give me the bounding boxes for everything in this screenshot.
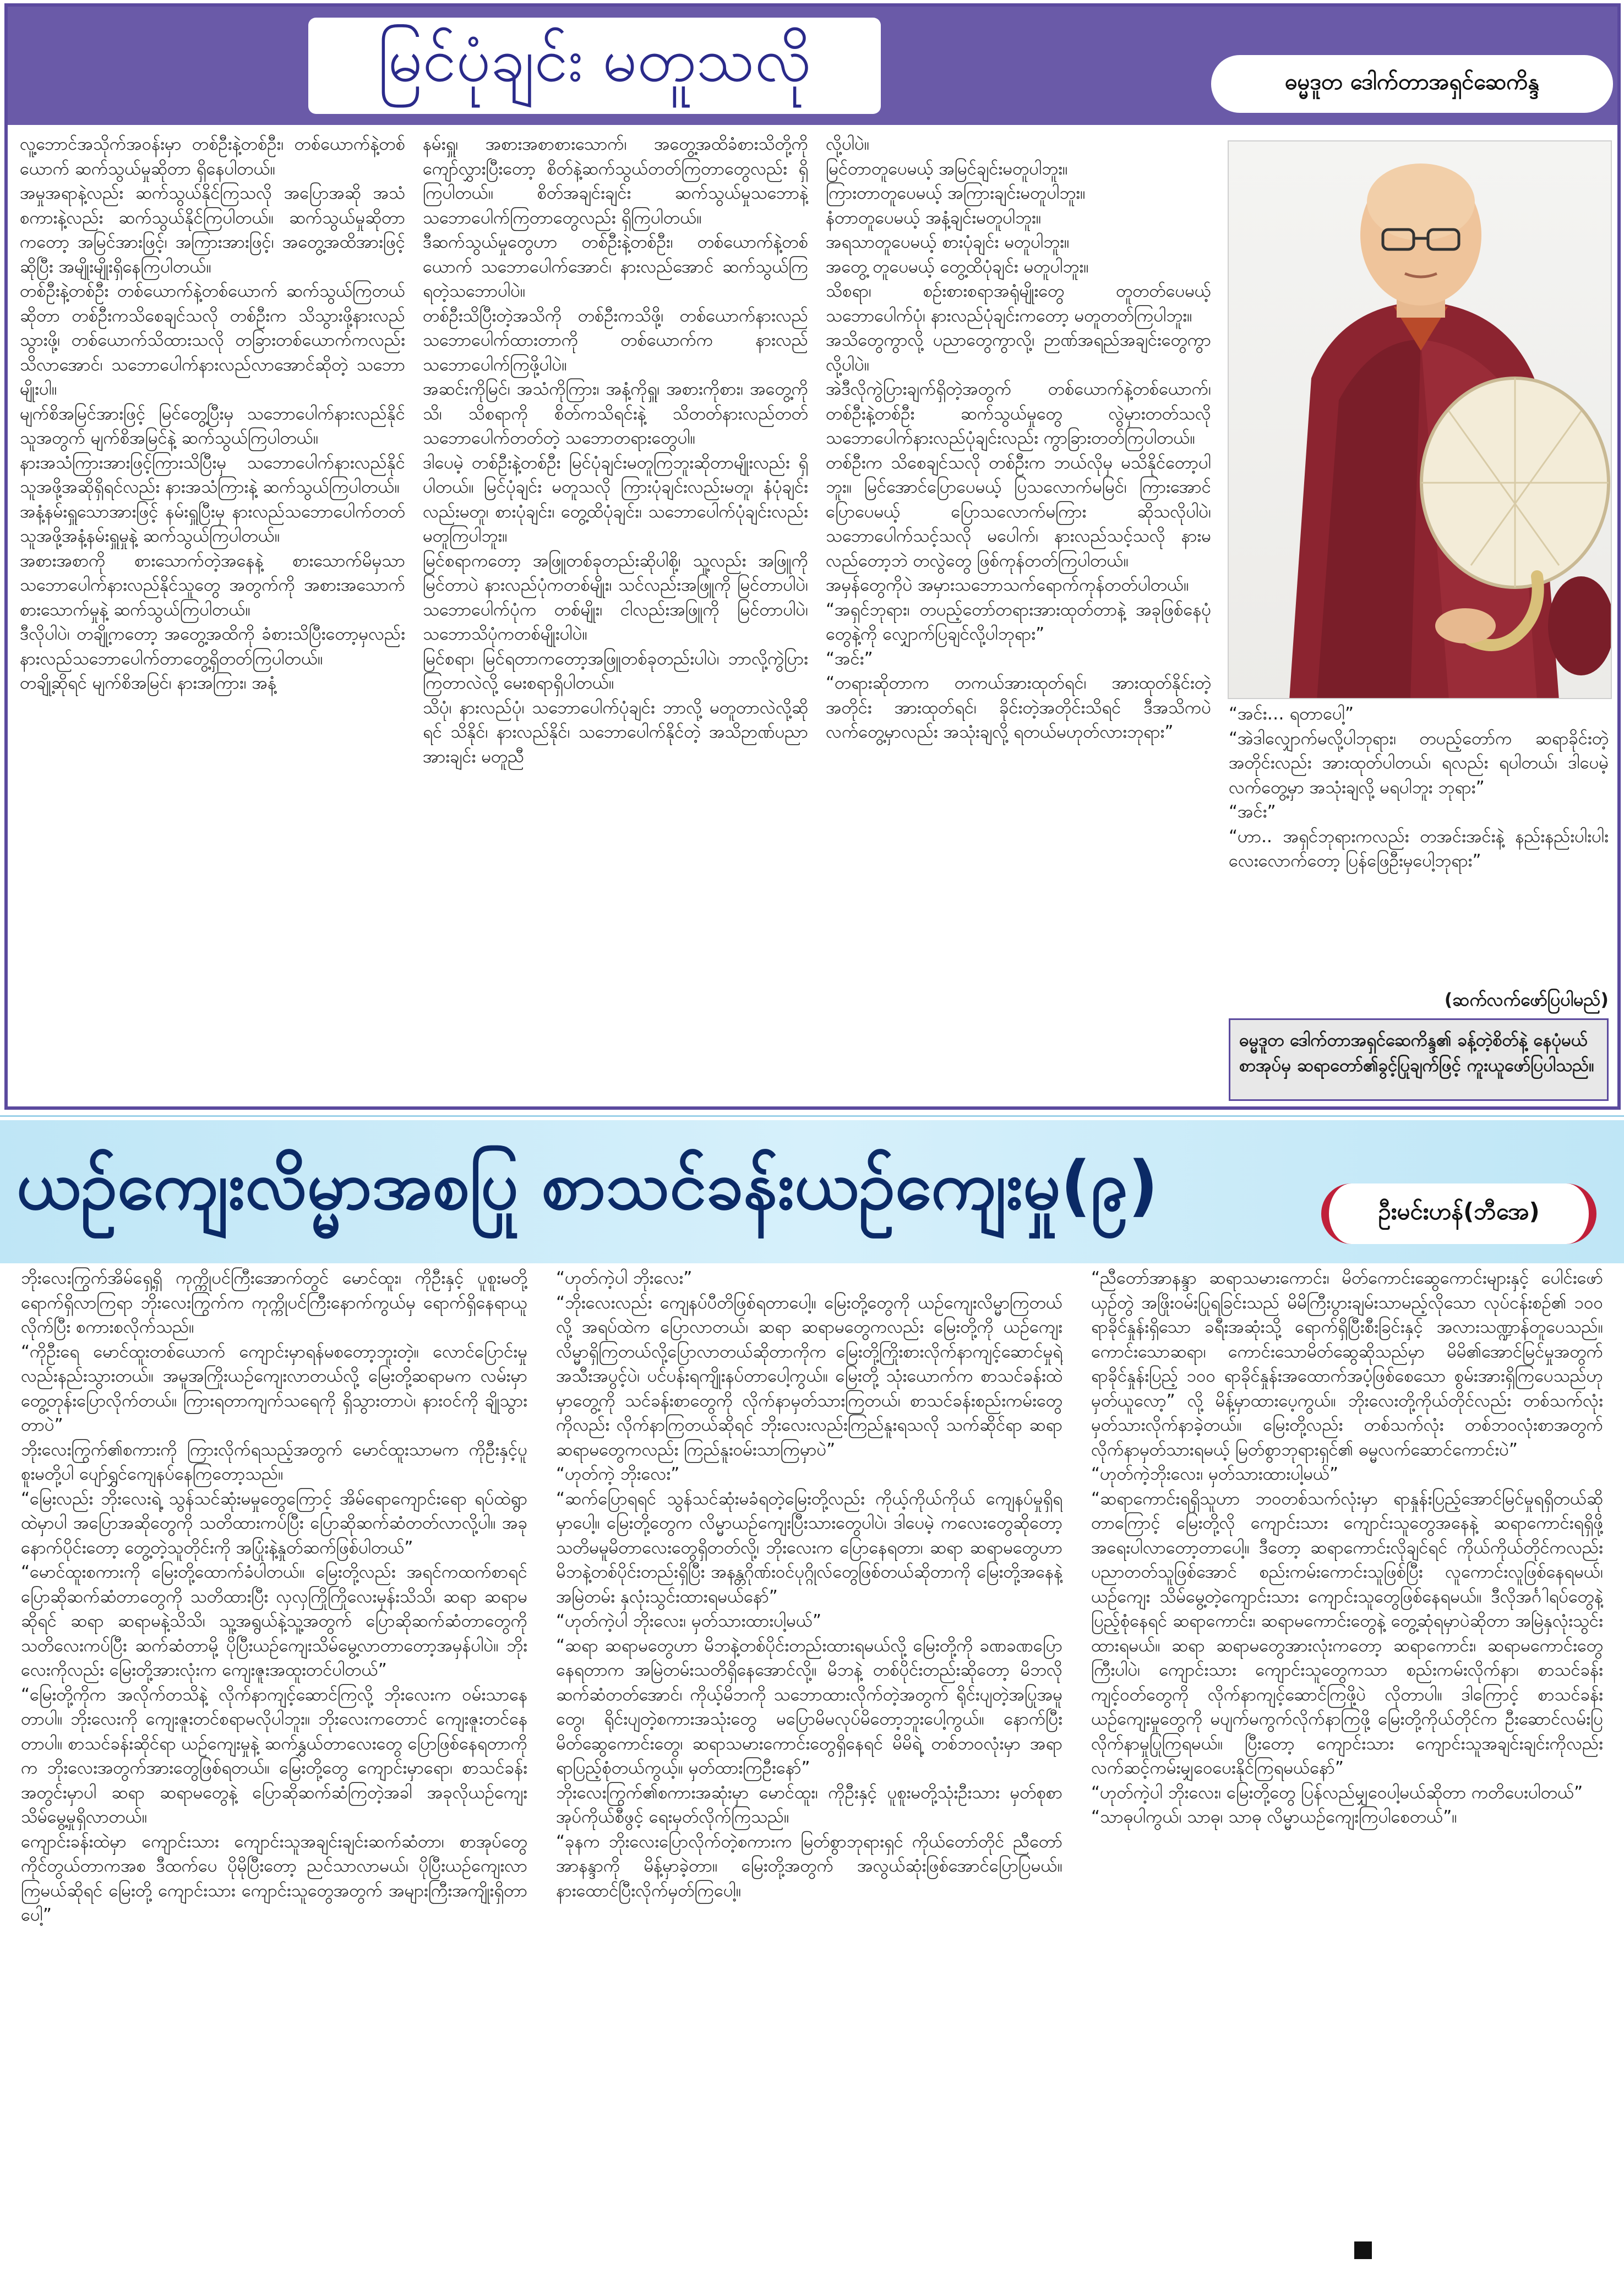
monk-illustration xyxy=(1229,141,1612,699)
article1-column-1: လူ့ဘောင်အသိုက်အဝန်းမှာ တစ်ဦးနဲ့တစ်ဦး၊ တစ်ယောက်နဲ့တစ်ယောက် ဆက်သွယ်မှုဆိုတာ ရှိနေပါတယ်။ အမှုအရာနဲ့လည်း ဆက်သွယ်နိုင်ကြသလို အပြောအဆို အသံစကားနဲ့လည်း ဆက်သွယ်နိုင်ကြပါတယ်။ ဆက်သွယ်မှုဆိုတာကတော့ အမြင်အားဖြင့်၊ အကြားအားဖြင့်၊ အတွေ့အထိအားဖြင့်ဆိုပြီး အမျိုးမျိုးရှိနေကြပါတယ်။ တစ်ဦးနဲ့တစ်ဦး တစ်ယောက်နဲ့တစ်ယောက် ဆက်သွယ်ကြတယ်ဆိုတာ တစ်ဦးကသိစေချင်သလို တစ်ဦးက သိသွားဖို့နားလည်သွားဖို့၊ တစ်ယောက်သိထားသလို တခြားတစ်ယောက်ကလည်း သိလာအောင်၊ သဘောပေါက်နားလည်လာအောင်ဆိုတဲ့ သဘောမျိုးပါ။ မျက်စိအမြင်အားဖြင့် မြင်တွေ့ပြီးမှ သဘောပေါက်နားလည်နိုင်သူအတွက် မျက်စိအမြင်နဲ့ ဆက်သွယ်ကြပါတယ်။ နားအသံကြားအားဖြင့်ကြားသိပြီးမှ သဘောပေါက်နားလည်နိုင်သူအဖို့အဆိုရှိရင်လည်း နားအသံကြားနဲ့ ဆက်သွယ်ကြပါတယ်။ အနံ့နမ်းရှူသောအားဖြင့် နမ်းရှူပြီးမှ နားလည်သဘောပေါက်တတ်သူအဖို့အနံ့နမ်းရှူမှုနဲ့ ဆက်သွယ်ကြပါတယ်။ အစားအစာကို စားသောက်တဲ့အနေနဲ့ စားသောက်မိမှသာ သဘောပေါက်နားလည်နိုင်သူတွေ အတွက်ကို အစားအသောက်စားသောက်မှုနဲ့ ဆက်သွယ်ကြပါတယ်။ ဒီလိုပါပဲ၊ တချို့ကတော့ အတွေ့အထိကို ခံစားသိပြီးတော့မှလည်း နားလည်သဘောပေါက်တာတွေ့ရှိတတ်ကြပါတယ်။ တချို့ဆိုရင် မျက်စိအမြင်၊ နားအကြား၊ အနံ့ xyxy=(20,134,405,693)
article1-column-2: နမ်းရှူ၊ အစားအစာစားသောက်၊ အတွေ့အထိခံစားသိတို့ကို ကျော်လွှားပြီးတော့ စိတ်နဲ့ဆက်သွယ်တတ်ကြတာတွေလည်း ရှိကြပါတယ်။ စိတ်အချင်းချင်း ဆက်သွယ်မှုသဘောနဲ့ သဘောပေါက်ကြတာတွေလည်း ရှိကြပါတယ်။ ဒီဆက်သွယ်မှုတွေဟာ တစ်ဦးနဲ့တစ်ဦး၊ တစ်ယောက်နဲ့တစ်ယောက် သဘောပေါက်အောင်၊ နားလည်အောင် ဆက်သွယ်ကြရတဲ့သဘောပါပဲ။ တစ်ဦးသိပြီးတဲ့အသိကို တစ်ဦးကသိဖို့၊ တစ်ယောက်နားလည်သဘောပေါက်ထားတာကို တစ်ယောက်က နားလည်သဘောပေါက်ကြဖို့ပါပဲ။ အဆင်းကိုမြင်၊ အသံကိုကြား၊ အနံ့ကိုရှူ၊ အစားကိုစား၊ အတွေ့ကိုသိ၊ သိစရာကို စိတ်ကသိရင်းနဲ့ သိတတ်နားလည်တတ် သဘောပေါက်တတ်တဲ့ သဘောတရားတွေပါ။ ဒါပေမဲ့ တစ်ဦးနဲ့တစ်ဦး မြင်ပုံချင်းမတူကြဘူးဆိုတာမျိုးလည်း ရှိပါတယ်။ မြင်ပုံချင်း မတူသလို ကြားပုံချင်းလည်းမတူ၊ နံပုံချင်းလည်းမတူ၊ စားပုံချင်း၊ တွေ့ထိပုံချင်း၊ သဘောပေါက်ပုံချင်းလည်း မတူကြပါဘူး။ မြင်စရာကတော့ အဖြူတစ်ခုတည်းဆိုပါစို့၊ သူ့လည်း အဖြူကိုမြင်တာပဲ နားလည်ပုံကတစ်မျိုး၊ သင်လည်းအဖြူကို မြင်တာပါပဲ၊ သဘောပေါက်ပုံက တစ်မျိုး၊ ငါလည်းအဖြူကို မြင်တာပါပဲ၊ သဘောသိပုံကတစ်မျိုးပါပဲ။ မြင်စရာ၊ မြင်ရတာကတော့အဖြူတစ်ခုတည်းပါပဲ၊ ဘာလို့ကွဲပြားကြတာလဲလို့ မေးစရာရှိပါတယ်။ သိပုံ၊ နားလည်ပုံ၊ သဘောပေါက်ပုံချင်း ဘာလို့ မတူတာလဲလို့ဆိုရင် သိနိုင်၊ နားလည်နိုင်၊ သဘောပေါက်နိုင်တဲ့ အသိဉာဏ်ပညာအားချင်း မတူညီ xyxy=(423,134,808,767)
article2-title: ယဉ်ကျေးလိမ္မာအစပြု စာသင်ခန်းယဉ်ကျေးမှု(၉) xyxy=(17,1147,1158,1224)
end-of-article-square-icon xyxy=(1354,2241,1372,2259)
article2-author: ဦးမင်းဟန်(ဘီအေ) xyxy=(1378,1198,1540,1225)
article2-column-3: “ညီတော်အာနန္ဒာ ဆရာသမားကောင်း၊ မိတ်ကောင်းဆွေကောင်းများနှင့် ပေါင်းဖော်ယှဉ်တွဲ အဖြိုးဝမ်းပြုရခြင်းသည် မိမိကြီးပွားချမ်းသာမည့်လိုသော လုပ်ငန်းစဉ်၏ ၁၀၀ ရာခိုင်နှုန်းရှိသော ခရီးအဆုံးသို့ ရောက်ရှိပြီးစီးခြင်းနှင့် အလားသဏ္ဍာန်တူပေသည်။ ကောင်းသောဆရာ၊ ကောင်းသောမိတ်ဆွေဆိုသည်မှာ မိမိ၏အောင်မြင်မှုအတွက် ရာခိုင်နှုန်းပြည့် ၁၀၀ ရာခိုင်နှုန်းအထောက်အပံ့ဖြစ်စေသော စွမ်းအားရှိကြပေသည်ဟု မှတ်ယူလော့” လို့ မိန့်မှာထားပေ့ကွယ်။ ဘိုးလေးတို့ကိုယ်တိုင်လည်း တစ်သက်လုံးမှတ်သားလိုက်နာခဲ့တယ်။ မြေးတို့လည်း တစ်သက်လုံး တစ်ဘဝလုံးစာအတွက် လိုက်နာမှတ်သားရမယ့် မြတ်စွာဘုရားရှင်၏ ဓမ္မလက်ဆောင်ကောင်းပဲ” “ဟုတ်ကဲ့ဘိုးလေး၊ မှတ်သားထားပါ့မယ်” “ဆရာကောင်းရရှိသူဟာ ဘဝတစ်သက်လုံးမှာ ရာနှုန်းပြည့်အောင်မြင်မှုရရှိတယ်ဆိုတာကြောင့် မြေးတို့လို ကျောင်းသား ကျောင်းသူတွေအနေနဲ့ ဆရာကောင်းရရှိဖို့ အရေးပါလာတော့တာပေါ့။ ဒီတော့ ဆရာကောင်းလိုချင်ရင် ကိုယ်ကိုယ်တိုင်ကလည်း ပညာတတ်သူဖြစ်အောင် စည်းကမ်းကောင်းသူဖြစ်ပြီး လူကောင်းလူဖြစ်နေရမယ်၊ ယဉ်ကျေး သိမ်မွေ့တဲ့ကျောင်းသား ကျောင်းသူတွေဖြစ်နေရမယ်။ ဒီလိုအင်္ဂါရပ်တွေနဲ့ပြည့်စုံနေရင် ဆရာကောင်း၊ ဆရာမကောင်းတွေနဲ့ တွေ့ဆုံရမှာပဲဆိုတာ အမြဲနှလုံးသွင်းထားရမယ်။ ဆရာ ဆရာမတွေအားလုံးကတော့ ဆရာကောင်း၊ ဆရာမကောင်းတွေကြီးပါပဲ၊ ကျောင်းသား ကျောင်းသူတွေကသာ စည်းကမ်းလိုက်နာ၊ စာသင်ခန်းကျင့်ဝတ်တွေကို လိုက်နာကျင့်ဆောင်ကြဖို့ပဲ လိုတာပါ။ ဒါကြောင့် စာသင်ခန်းယဉ်ကျေးမှုတွေကို မပျက်မကွက်လိုက်နာကြဖို့ မြေးတို့ကိုယ်တိုင်က ဦးဆောင်လမ်းပြလိုက်နာမှုပြုကြရမယ်။ ပြီးတော့ ကျောင်းသား ကျောင်းသူအချင်းချင်းကိုလည်း လက်ဆင့်ကမ်းမျှဝေပေးနိုင်ကြရမယ်နော်” “ဟုတ်ကဲ့ပါ ဘိုးလေး၊ မြေးတို့တွေ ပြန်လည်မျှဝေပါ့မယ်ဆိုတာ ကတိပေးပါတယ်” “သာဓုပါကွယ်၊ သာဓု၊ သာဓု လိမ္မာယဉ်ကျေးကြပါစေတယ်”။ xyxy=(1091,1268,1603,1827)
article1-column-3: လို့ပါပဲ။ မြင်တာတူပေမယ့် အမြင်ချင်းမတူပါဘူး။ ကြားတာတူပေမယ့် အကြားချင်းမတူပါဘူး။ နံတာတူပေမယ့် အနံ့ချင်းမတူပါဘူး။ အရသာတူပေမယ့် စားပုံချင်း မတူပါဘူး။ အတွေ့ တူပေမယ့် တွေ့ထိပုံချင်း မတူပါဘူး။ သိစရာ၊ စဉ်းစားစရာအရုံမျိုးတွေ တူတတ်ပေမယ့် သဘောပေါက်ပုံ၊ နားလည်ပုံချင်းကတော့ မတူတတ်ကြပါဘူး။ အသိတွေကွာလို့ ပညာတွေကွာလို့၊ ဉာဏ်အရည်အချင်းတွေကွာလို့ပါပဲ။ အဲဒီလိုကွဲပြားချက်ရှိတဲ့အတွက် တစ်ယောက်နဲ့တစ်ယောက်၊ တစ်ဦးနဲ့တစ်ဦး ဆက်သွယ်မှုတွေ လွဲမှားတတ်သလို သဘောပေါက်နားလည်ပုံချင်းလည်း ကွာခြားတတ်ကြပါတယ်။ တစ်ဦးက သိစေချင်သလို တစ်ဦးက ဘယ်လိုမှ မသိနိုင်တော့ပါဘူး။ မြင်အောင်ပြောပေမယ့် ပြသလောက်မမြင်၊ ကြားအောင်ပြောပေမယ့် ပြောသလောက်မကြား ဆိုသလိုပါပဲ၊ သဘောပေါက်သင့်သလို မပေါက်၊ နားလည်သင့်သလို နားမလည်တော့ဘဲ တလွဲတွေ ဖြစ်ကုန်တတ်ကြပါတယ်။ အမှန်တွေကိုပဲ အမှားသဘောသက်ရောက်ကုန်တတ်ပါတယ်။ “အရှင်ဘုရား၊ တပည့်တော်တရားအားထုတ်တာနဲ့ အခုဖြစ်နေပုံတွေနဲ့ကို လျှောက်ပြချင်လို့ပါဘုရား” “အင်း” “တရားဆိုတာက တကယ်အားထုတ်ရင်၊ အားထုတ်နိုင်းတဲ့အတိုင်း အားထုတ်ရင်၊ ခိုင်းတဲ့အတိုင်းသိရင် ဒီအသိကပဲ လက်တွေ့မှာလည်း အသုံးချလို့ ရတယ်မဟုတ်လားဘုရား” xyxy=(826,134,1211,742)
article1-author: ဓမ္မဒူတ ဒေါက်တာအရှင်ဆေကိန္ဒ xyxy=(1284,69,1540,95)
section-separator xyxy=(0,1115,1624,1117)
article1-title: မြင်ပုံချင်း မတူသလို xyxy=(378,24,811,95)
article2-column-1: ဘိုးလေးကြွက်အိမ်ရှေ့ရှိ ကုက္ကိုပင်ကြီးအောက်တွင် မောင်ထူး၊ ကိုဦးနှင့် ပူစူးမတို့ရောက်ရှိလာကြရာ ဘိုးလေးကြွက်က ကုက္ကိုပင်ကြီးနောက်ကွယ်မှ ရောက်ရှိနေရာယူလိုက်ပြီး စကားစလိုက်သည်။ “ကိုဦးရေ မောင်ထူးတစ်ယောက် ကျောင်းမှာရန်မစတော့ဘူးတဲ့။ လောင်ပြောင်းမှုလည်းနည်းသွားတယ်။ အမူအကြိုးယဉ်ကျေးလာတယ်လို့ မြေးတို့ဆရာမက လမ်းမှာတွေ့တုန်းပြောလိုက်တယ်။ ကြားရတာကျက်သရေကို ရှိသွားတာပဲ၊ နားဝင်ကို ချိုသွားတာပဲ” ဘိုးလေးကြွက်၏စကားကို ကြားလိုက်ရသည့်အတွက် မောင်ထူးသာမက ကိုဦးနှင့်ပူစူးမတို့ပါ ပျော်ရွှင်ကျေနပ်နေကြတော့သည်။ “မြေးလည်း ဘိုးလေးရဲ့ သွန်သင်ဆုံးမမှုတွေကြောင့် အိမ်ရောကျောင်းရော ရပ်ထဲရွာထဲမှာပါ အပြောအဆိုတွေကို သတိထားကပ်ပြီး ပြောဆိုဆက်ဆံတတ်လာလို့ပါ။ အခုနောက်ပိုင်းတော့ တွေ့တဲ့သူတိုင်းကို အပြုံးနဲ့နှုတ်ဆက်ဖြစ်ပါတယ်” “မောင်ထူးစကားကို မြေးတို့ထောက်ခံပါတယ်။ မြေးတို့လည်း အရင်ကထက်စာရင် ပြောဆိုဆက်ဆံတာတွေကို သတိထားပြီး လှလှကြိုကြိုလေးမှန်းသိသိ၊ ဆရာ ဆရာမဆိုရင် ဆရာ ဆရာမနဲ့သိသိ၊ သူ့အရွယ်နဲ့သူ့အတွက် ပြောဆိုဆက်ဆံတာတွေကို သတိလေးကပ်ပြီး ဆက်ဆံတာမို့ ပိုပြီးယဉ်ကျေးသိမ်မွေ့လာတာတော့အမှန်ပါပဲ။ ဘိုးလေးကိုလည်း မြေးတို့အားလုံးက ကျေးဇူးအထူးတင်ပါတယ်” “မြေးတို့ကိုက အလိုက်တသိနဲ့ လိုက်နာကျင့်ဆောင်ကြလို့ ဘိုးလေးက ဝမ်းသာနေတာပါ။ ဘိုးလေးကို ကျေးဇူးတင်စရာမလိုပါဘူး။ ဘိုးလေးကတောင် ကျေးဇူးတင်နေတာပါ။ စာသင်ခန်းဆိုင်ရာ ယဉ်ကျေးမှုနဲ့ ဆက်နွှယ်တာလေးတွေ ပြောဖြစ်နေရတာကိုက ဘိုးလေးအတွက်အားတွေဖြစ်ရတယ်။ မြေးတို့တွေ ကျောင်းမှာရော၊ စာသင်ခန်းအတွင်းမှာပါ ဆရာ ဆရာမတွေနဲ့ ပြောဆိုဆက်ဆံကြတဲ့အခါ အခုလိုယဉ်ကျေးသိမ်မွေ့မှုရှိလာတယ်။ ကျောင်းခန်းထဲမှာ ကျောင်းသား ကျောင်းသူအချင်းချင်းဆက်ဆံတာ၊ စာအုပ်တွေကိုင်တွယ်တာကအစ ဒီထက်ပေ ပိုမိုပြီးတော့ ညင်သာလာမယ်၊ ပိုပြီးယဉ်ကျေးလာကြမယ်ဆိုရင် မြေးတို့ ကျောင်းသား ကျောင်းသူတွေအတွက် အများကြီးအကျိုးရှိတာပေါ့” xyxy=(21,1268,527,1925)
article1-caption: ဓမ္မဒူတ ဒေါက်တာအရှင်ဆေကိန္ဒ၏ ခန့်တဲ့စိတ်နဲ့ နေပုံမယ် စာအုပ်မှ ဆရာတော်၏ခွင့်ပြုချက်ဖြင့် ကူးယူဖော်ပြပါသည်။ xyxy=(1229,1018,1609,1101)
monk-photo xyxy=(1228,140,1612,699)
article1-column-4: “အင်း… ရတာပေါ့” “အဲဒါလျှောက်မလို့ပါဘုရား၊ တပည့်တော်က ဆရာခိုင်းတဲ့အတိုင်းလည်း အားထုတ်ပါတယ်၊ ရလည်း ရပါတယ်၊ ဒါပေမဲ့ လက်တွေ့မှာ အသုံးချလို့ မရပါဘူး ဘုရား” “အင်း” “ဟာ.. အရှင်ဘုရားကလည်း တအင်းအင်းနဲ့ နည်းနည်းပါးပါးလေးလောက်တော့ ပြန်ဖြေဦးမှပေါ့ဘုရား” xyxy=(1229,704,1609,871)
article1-continued: (ဆက်လက်ဖော်ပြပါမည်) xyxy=(1444,989,1609,1010)
article2-column-2: “ဟုတ်ကဲ့ပါ ဘိုးလေး” “ဘိုးလေးလည်း ကျေနပ်ပီတိဖြစ်ရတာပေါ့။ မြေးတို့တွေကို ယဉ်ကျေးလိမ္မာကြတယ်လို့ အရပ်ထဲက ပြောလာတယ်၊ ဆရာ ဆရာမတွေကလည်း မြေးတို့ကို ယဉ်ကျေးလိမ္မာရှိကြတယ်လို့ပြောလာတယ်ဆိုတာကိုက မြေးတို့ကြိုးစားလိုက်နာကျင့်ဆောင်မှုရဲ့ အသီးအပွင့်ပဲ၊ ပင်ပန်းရကျိုးနပ်တာပေါ့ကွယ်။ မြေးတို့ သုံးယောက်က စာသင်ခန်းထဲမှာတွေ့ကို သင်ခန်းစာတွေကို လိုက်နာမှတ်သားကြတယ်၊ စာသင်ခန်းစည်းကမ်းတွေကိုလည်း လိုက်နာကြတယ်ဆိုရင် ဘိုးလေးလည်းကြည်နူးရသလို သက်ဆိုင်ရာ ဆရာ ဆရာမတွေကလည်း ကြည်နူးဝမ်းသာကြမှာပဲ” “ဟုတ်ကဲ့ ဘိုးလေး” “ဆက်ပြောရရင် သွန်သင်ဆုံးမခံရတဲ့မြေးတို့လည်း ကိုယ့်ကိုယ်ကိုယ် ကျေနပ်မှုရှိရမှာပေါ့။ မြေးတို့တွေက လိမ္မာယဉ်ကျေးပြီးသားတွေပါပဲ၊ ဒါပေမဲ့ ကလေးတွေဆိုတော့ သတိမမူမိတာလေးတွေရှိတတ်လို့၊ ဘိုးလေးက ပြောနေရတာ၊ ဆရာ ဆရာမတွေဟာ မိဘနဲ့တစ်ပိုင်းတည်းရှိပြီး အနန္တဂိုဏ်းဝင်ပုဂ္ဂိုလ်တွေဖြစ်တယ်ဆိုတာကို မြေးတို့အနေနဲ့ အမြဲတမ်း နှလုံးသွင်းထားရမယ်နော်” “ဟုတ်ကဲ့ပါ ဘိုးလေး၊ မှတ်သားထားပါ့မယ်” “ဆရာ ဆရာမတွေဟာ မိဘနဲ့တစ်ပိုင်းတည်းထားရမယ်လို့ မြေးတို့ကို ခဏခဏပြောနေရတာက အမြဲတမ်းသတိရှိနေအောင်လို့။ မိဘနဲ့ တစ်ပိုင်းတည်းဆိုတော့ မိဘလိုဆက်ဆံတတ်အောင်၊ ကိုယ့်မိဘကို သဘောထားလိုက်တဲ့အတွက် ရိုင်းပျတဲ့အပြုအမူတွေ၊ ရိုင်းပျတဲ့စကားအသုံးတွေ မပြောမိမလုပ်မိတော့ဘူးပေါ့ကွယ်။ နောက်ပြီး မိတ်ဆွေကောင်းတွေ၊ ဆရာသမားကောင်းတွေရှိနေရင် မိမိရဲ့ တစ်ဘဝလုံးမှာ အရာရာပြည့်စုံတယ်ကွယ့်။ မှတ်ထားကြဦးနော်” ဘိုးလေးကြွက်၏စကားအဆုံးမှာ မောင်ထူး၊ ကိုဦးနှင့် ပူစူးမတို့သုံးဦးသား မှတ်စုစာအုပ်ကိုယ်စီဖွင့် ရေးမှတ်လိုက်ကြသည်။ “ခုနက ဘိုးလေးပြောလိုက်တဲ့စကားက မြတ်စွာဘုရားရှင် ကိုယ်တော်တိုင် ညီတော်အာနန္ဒာကို မိန့်မှာခဲ့တာ။ မြေးတို့အတွက် အလွယ်ဆုံးဖြစ်အောင်ပြောပြမယ်။ နားထောင်ပြီးလိုက်မှတ်ကြပေါ့။ xyxy=(556,1268,1062,1901)
